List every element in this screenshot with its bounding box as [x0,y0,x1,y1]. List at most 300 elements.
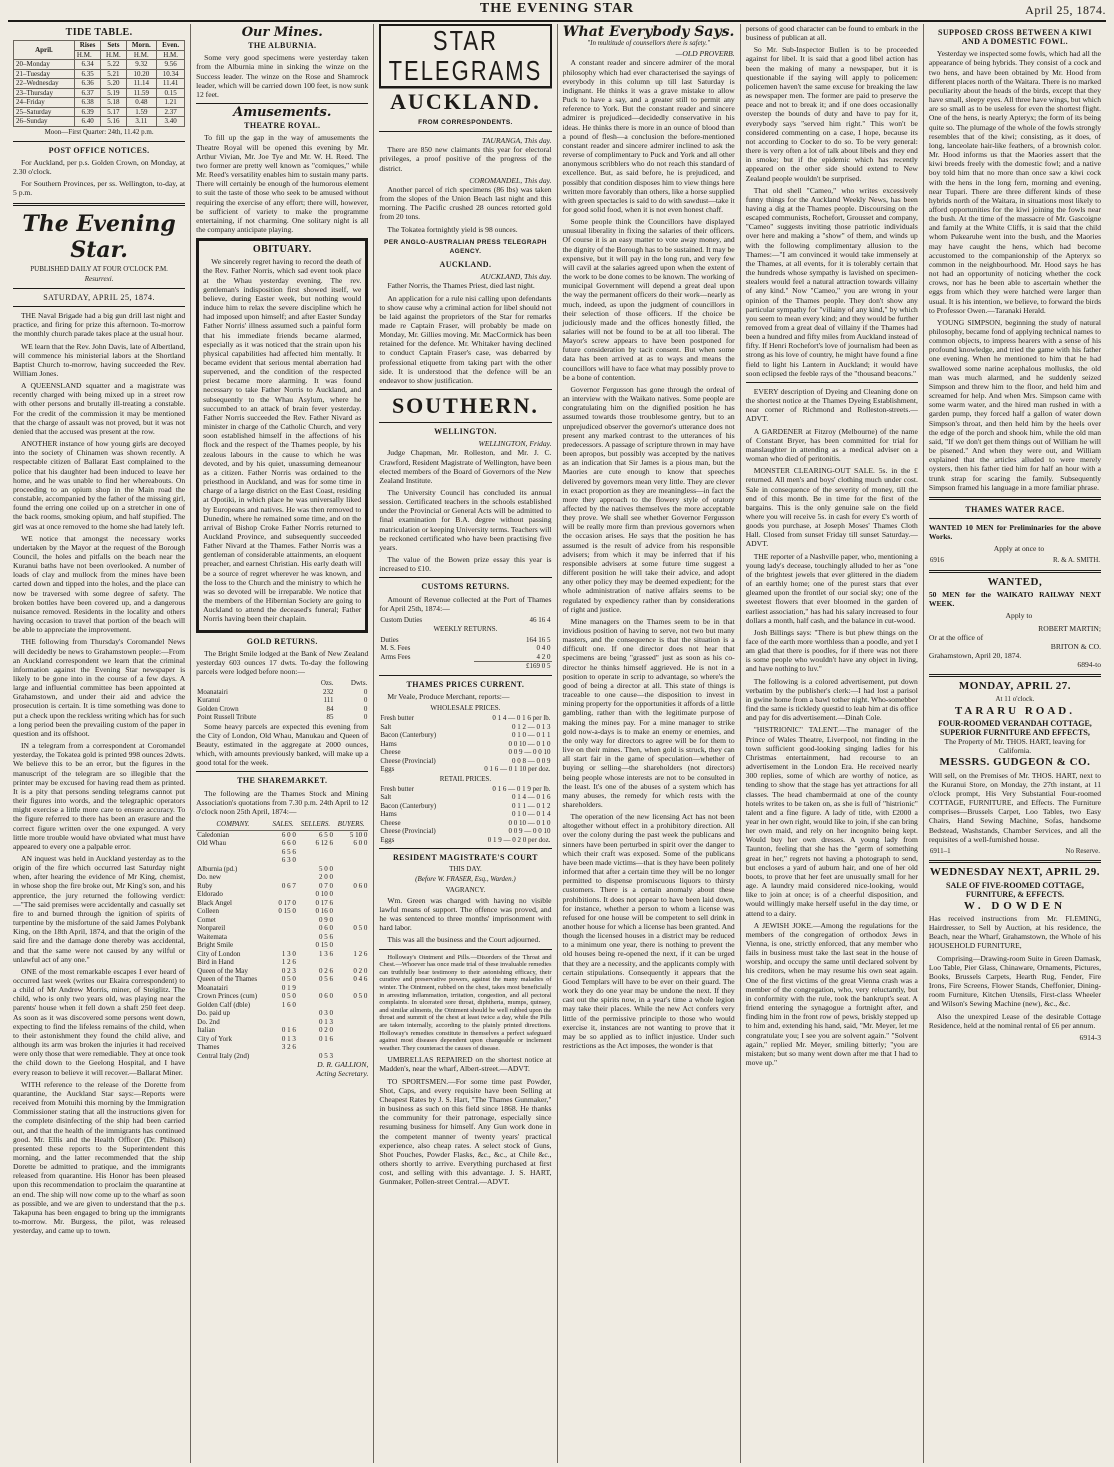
advert-ref: 6894-to [1077,660,1102,670]
retail-row-cell: 0 1 9 — 0 2 0 per doz. [487,835,551,844]
article-paragraph: Some people think the Councillors have displayed unusual liberality in fixing the salaries of their officers. Of course it is an easy matter to vote away money, and the dignity of the Borough has to be sustained. It may be expensive, but it will pay in the long run, and very few will cavil at the salaries agreed upon when the extent of the work to be done comes to be known. The working of municipal Government will depend a great deal upon the way the permanent officers do their work—nearly as much, indeed, as upon the judgment of councillors in their selection of those officers. If the choice be judiciously made and the offices honestly filled, the salaries will not be found to be at all too liberal. The Mayor's screw appears to have been postponed for future consideration by tacit consent. But when some data has been arrived at as to ways and means the councillors will have to face what may possibly prove to be a bone of contention. [562,217,735,382]
share-row-cell [334,873,368,882]
share-row-cell [334,899,368,908]
wholesale-row-cell: 0 0 9 — 0 0 10 [508,748,551,756]
weekly-row-cell: 164 16 5 [526,635,551,644]
tide-header-sets: Sets [101,41,126,51]
share-row-cell [297,1001,334,1010]
share-row-cell: 0 15 0 [278,907,296,916]
dateline: TAURANGA, This day. [482,136,552,146]
cottage-heading: FOUR-ROOMED VERANDAH COTTAGE, SUPERIOR FURNITURE AND EFFECTS, [938,718,1092,737]
share-row-cell: 0 15 0 [315,941,333,950]
share-row [196,899,368,908]
masthead-title: THE EVENING STAR [479,1,635,16]
share-row-cell: Golden Calf (dble) [197,1000,251,1009]
share-row-cell [334,1018,368,1027]
tide-row-cell: 6.38 [74,98,100,108]
weekly-table [379,636,551,671]
gold-row-cell: 0 [363,713,368,722]
retail-table [379,785,551,845]
share-row-cell: 0 5 0 [281,975,296,984]
share-header: SELLERS. [297,819,334,830]
holloway-advert: Holloway's Ointment and Pills.—Disorders of the Throat and Chest.—Whoever has once made trial of these invaluable remedies can truthfully bear testimony to their astonishing efficacy, their curative and preservative powers, against the many maladies of winter. The Ointment, rubbed on the chest, takes most beneficially in arresting inflammation, irritation, congestion, and all pectoral complaints. In ulcerated sore throat, diphtheria, mumps, quinsey, and similar ailments, the Ointment should be well rubbed upon the throat and summit of the chest at least twice a day, while the Pills are taken internally, according to the plainly printed directions. Holloway's remedies constitute in themselves a perfect safeguard against most diseases dependent upon changeable or inclement weather. They counteract the causes of disease. [379,953,552,1052]
article-paragraph: An application for a rule nisi calling upon defendants to show cause why a criminal action for libel should not be laid against the proprietors of the Star for remarks made re Captain Fraser, will probably be made on Monday, Mr. Gillies moving. Mr. MacCormick has been retained for the defence. Mr. Whitaker having declined to conduct Captain Fraser's case, was debarred by professional etiquette from taking part with the other side. It is understood that the defence will be an endeavor to show justification. [379,293,552,385]
share-signature: D. R. GALLION, [317,1060,369,1070]
share-row-cell: Italian [197,1026,216,1035]
tide-table [13,40,185,127]
share-row-cell: 1 6 0 [281,1000,296,1009]
share-row-cell: 0 1 3 [318,1017,333,1026]
weekly-row-cell: M. S. Fees [380,644,411,653]
share-row [196,1035,368,1044]
gold-row-cell: Point Russell Tribute [197,713,257,722]
from-correspondents: FROM CORRESPONDENTS. [418,119,513,126]
share-row-cell: Comet [197,915,216,924]
share-row-cell: 0 2 3 [281,966,296,975]
article-paragraph: This was all the business and the Court adjourned. [387,935,541,945]
divider [13,141,185,142]
share-row-cell: 5 0 0 [318,864,333,873]
sharemarket-heading: THE SHAREMARKET. [237,776,328,786]
share-row [196,958,368,967]
article-paragraph: WE notice that amongst the necessary works undertaken by the Mayor at the request of the Borough Council, the holes and pitfalls on the beach near the Kuranui baths have not been overlooked. A number of loads of clay and mullock from the mines have been carted down and tipped into the holes, and the place can now be traversed with some degree of safety. The broken bottles have been covered up, and a dangerous nuisance removed. Residents in the locality and others having occasion to travel that portion of the beach will be able to appreciate the improvement. [13,533,186,635]
tide-row-cell: 5.21 [101,69,126,79]
tide-header-rises: Rises [74,41,100,51]
article-paragraph: The value of the Bowen prize essay this year is increased to £10. [379,555,552,574]
share-row-cell: 6 0 0 [353,839,368,848]
divider [746,382,918,383]
share-row-cell: 6 5 6 [281,847,296,856]
gold-row-cell: 85 [326,713,334,722]
wholesale-table [379,714,551,774]
share-row [196,1009,368,1018]
tide-row-cell: 1.21 [157,98,185,108]
epigraph: "In multitude of counsellors there is safety." [587,39,711,48]
wholesale-row-cell: 0 1 0 — 0 1 1 [512,731,551,739]
wholesale-row-cell: Fresh butter [380,714,414,722]
masthead [8,0,1106,22]
article-paragraph: Yesterday we inspected some fowls, which had all the appearance of being hybrids. They consist of a cock and two hens, and have been obtained by Mr. Hood from different places north of the Waitara. There is no marked peculiarity about the heads of the birds, except that they have small, sleepy eyes. All three have wings, but which are so small as to be useless for even the shortest flight. One of the hens, is nearly Apteryx; the form of its being quite so. The plumage of the whole of the fowls strongly resembles that of the kiwi; consisting, as it does, of long, lanceolate hair-like feathers, of a brownish color. Mr. Hood informs us that the Maories assert that the kiwi breeds freely with the domestic fowl; and a native boy told him that no more than once saw a kiwi cock with the hens in the long fern, morning and evening, near Tupari. There are three different kinds of these hybrids north of the Waitara, in situations most likely to afford opportunities for the kiwi joining the fowls near the bush. At the time of the massacre of Mr. Gascoigne and family at the White Cliffs, it is said that the child whom Pukearuhe went into the bush, and the Maories may have caught the hens, which had become accustomed to the companionship of the Apteryx so common in the neighbourhood. Mr. Hood says he has not had an opportunity of noticing whether the cock crows, nor has he been able to ascertain whether the eggs from which they were hatched were larger than usual. It is his intention, we believe, to forward the birds to Professor Owen.—Taranaki Herald. [928,49,1102,315]
column-2 [191,24,374,1463]
share-row-cell: 0 5 6 [318,932,333,941]
share-row [196,1018,368,1027]
dateline: COROMANDEL, This day. [469,175,552,185]
share-row-cell: 0 6 0 [318,992,333,1001]
weekly-returns-heading: WEEKLY RETURNS. [433,625,498,634]
wholesale-row [379,723,551,732]
advert-text: Has received instructions from Mr. FLEMING, Hairdresser, to Sell by Auction, at his residence, the Beach, near the Wharf, Grahamstown, the Whole of his HOUSEHOLD FURNITURE, [928,913,1102,951]
obituary-heading: OBITUARY. [252,244,312,256]
share-row-cell [334,856,368,865]
customs-table [379,616,551,625]
article-paragraph: Some very good specimens were yesterday taken from the Alburnia mine in sinking the winze on the Success leader. The winze on the Rose and Shamrock leader, which will be carried down 100 feet, is now sunk 12 feet. [196,53,369,99]
article-paragraph: EVERY description of Dyeing and Cleaning done on the shortest notice at the Thames Dyeing Establishment, near corner of Richmond and Rolleston-streets.—ADVT. [745,386,918,424]
share-row-cell: 2 0 0 [318,873,333,882]
article-paragraph: Father Norris, the Thames Priest, died last night. [387,281,535,291]
article-paragraph: The Bright Smile lodged at the Bank of New Zealand yesterday 603 ounces 17 dwts. To-day the following parcels were lodged before noon:— [196,648,369,676]
article-paragraph: IN a telegram from a correspondent at Coromandel yesterday, the Tokatea gold is printed 998 ounces 2dwts. We believe this to be an error, but the figures in the manuscript of the telegram are so illegible that the printer may be excused for having read them as printed. It is a pity that persons sending telegrams cannot put their figures into words, and the telegraphic operators might exercise a little more care to ensure accuracy. To the figure referred to there has been an erasure and the correct figure written over the one expunged. A very little more trouble would have obviated what must have appeared to every one a palpable error. [13,741,186,851]
tide-row-cell: 6.39 [74,107,100,117]
share-row [196,1026,368,1035]
share-row-cell: 0 10 0 [315,890,333,899]
tide-row-cell: 3.11 [126,117,157,127]
gold-row [196,705,368,714]
weekly-body [379,636,551,662]
water-race-heading: THAMES WATER RACE. [965,504,1065,514]
wholesale-row [379,765,551,774]
share-row [196,924,368,933]
article-paragraph: To fill up the gap in the way of amusements the Theatre Royal will be opened this evening by Mr. Arthur Vivian, Mr. Joe Tye and Mr. W. H. Reed. The two former are pretty well known as "comiques," while Mr. Reed's versatility enables him to sustain many parts. There will certainly be enough of the humorous element to suit the taste of those who seek to be amused without requiring the exercise of any effort; there will, however, be sufficient of variety to make the programme entertaining, if not charming. One solitary night is all the company anticipate playing. [196,133,369,234]
article-paragraph: A GARDENER at Fitzroy (Melbourne) of the name of Constant Bryer, has been committed for trial for manslaughter in attending as a medical adviser on a woman who died of peritonitis. [745,426,918,464]
share-row [196,941,368,950]
dateline: AUCKLAND, This day. [480,272,552,282]
alburnia-heading: THE ALBURNIA. [248,41,317,51]
advert-signature: BRITON & CO. [1050,641,1102,651]
tide-row-cell: 21–Tuesday [14,69,75,79]
post-notice: For Southern Provinces, per ss. Wellington, to-day, at 5 p.m. [13,179,186,198]
wholesale-row-cell: 0 1 6 — 0 1 10 per doz. [484,765,551,773]
tide-row-cell: 23–Thursday [14,88,75,98]
tide-row [14,98,185,108]
share-row-cell: 0 17 6 [315,898,333,907]
property-line: The Property of Mr. THOS. HART, leaving for California. [944,737,1086,756]
share-header: COMPANY. [196,819,269,830]
share-row [196,1001,368,1010]
share-row [196,950,368,959]
epigraph-source: —OLD PROVERB. [675,49,735,59]
wholesale-row [379,731,551,740]
share-row-cell: Nonpareil [197,924,226,933]
gudgeon-heading: MESSRS. GUDGEON & CO. [939,756,1091,769]
share-row-cell [269,873,296,882]
article-paragraph: Judge Chapman, Mr. Rolleston, and Mr. J. C. Crawford, Resident Magistrate of Wellington, have been elected members of the Board of Governors of the New Zealand Institute. [379,448,552,485]
dowden-heading: W. DOWDEN [963,899,1067,912]
share-row-cell: Alburnia (pd.) [197,864,238,873]
share-row-cell [269,916,296,925]
share-row-cell [334,933,368,942]
customs-heading: CUSTOMS RETURNS. [421,582,510,592]
retail-row [379,836,551,845]
gold-row-cell: 84 [326,704,334,713]
share-row [196,856,368,865]
article-paragraph: WITH reference to the release of the Dorette from quarantine, the Auckland Star says:—Reports were received from Motuihi this morning by the Immigration Commissioner stating that all the instructions given for the complete disinfecting of the ship had been carried out, and that the health of the immigrants has continued good. Mr. Ellis and the Health Officer (Dr. Philson) presented these reports to the Superintendent this morning, and the latter recommended that the ship Dorette be admitted to pratique, and the immigrants released from quarantine. His Honor has been pleased upon this recommendation to proclaim the quarantine at an end. The ship will now come up to the wharf as soon as possible, and we are given to understand that the p.s. Takapuna has been engaged to bring up the immigrants to-morrow. Mr. Burgess, the pilot, was released yesterday, and came up to town. [13,1079,186,1236]
advert-text: Also the unexpired Lease of the desirable Cottage Residence, held at the nominal rental of £6 per annum. [928,1011,1102,1030]
wholesale-row-cell: 0 1 4 — 0 1 6 per lb. [492,714,551,722]
advert-ref: 6911–1 [929,846,951,855]
weekly-row-cell: Arms Fees [380,652,411,661]
share-row-cell: City of London [197,949,241,958]
share-row [196,865,368,874]
article-paragraph: A JEWISH JOKE.—Among the regulations for the members of the congregation of orthodox Jews in Vienna, is one, strictly enforced, that any member who fails in business must take the last seat in the house of worship, and occupy the same until declared solvent by his creditors, when he may resume his own seat again. One of the first victims of the great Vienna crash was a member of the congregation, who, very reluctantly, but in conformity with the rule, took the bankrupt's seat. A friend entering the synagogue a fortnight after, and finding him in the front row of pews, briskly stepped up to him and, extending his hand, said, "Mr. Meyer, let me congratulate you; I see you are solvent again." "Solvent again," replied Mr. Meyer, smiling bitterly; "you are mistaken; but so many went down after me that I had to move up." [745,920,918,1068]
tide-row [14,69,185,79]
tide-row-cell: 26–Sunday [14,117,75,127]
gold-row-cell: Kuranui [197,696,221,705]
obituary-text: We sincerely regret having to record the death of the Rev. Father Norris, which sad event took place at the Whau yesterday evening. The rev. gentleman's indisposition first showed itself, we believe, during Easter week, but nothing would induce him to relax the severe discipline which he had imposed upon himself; and after Easter Sunday Father Norris' illness assumed such a painful form that his immediate friends became alarmed, especially as it was noticed that the strain upon his physical capabilities had affected him mentally. It became evident that serious mental aberration had supervened, and the condition of the respected priest became more alarming. It was found necessary to take Father Norris to Auckland, and subsequently to the Whau Asylum, where he succumbed to an attack of brain fever yesterday. Father Norris succeeded the Rev. Father Nivard as minister in charge of the Catholic Church, and very soon established himself in the affections of his flock and the respect of the Thames people, by his zealous labours in the cause to which he was devoted, and by his quiet, unassuming demeanour as a citizen. Father Norris was ordained to the priesthood in Auckland, and was for some time in charge of a large district on the East Coast, residing at Opotiki, in which place he was universally liked by Europeans and natives. He was then removed to Dunedin, where he remained some time, and on the arrival of Bishop Croke Father Norris returned to Auckland Province, and subsequently succeeded Father Nivard at the Thames. Father Norris was a gentleman of considerable attainments, an eloquent preacher, and earnest Christian. His early death will be a source of regret wherever he was known, and the loss to the Church and the ministry to which he was so devoted will be irreparable. We notice that the members of the Hibernian Society are going to Auckland to attend the deceased's funeral; Father Norris having been their chaplain. [203,257,362,624]
share-row-cell: 0 6 0 [353,881,368,890]
share-row-cell [334,1043,368,1052]
wholesale-row [379,740,551,749]
retail-row [379,785,551,794]
share-row [196,830,368,839]
share-row-cell [297,958,334,967]
no-reserve: No Reserve. [1065,846,1101,855]
kiwi-heading: SUPPOSED CROSS BETWEEN A KIWI AND A DOMESTIC FOWL. [938,28,1092,47]
share-row-cell [334,1035,368,1044]
retail-heading: RETAIL PRICES. [439,774,492,783]
share-row-cell: 0 3 0 [318,1009,333,1018]
share-row [196,1052,368,1061]
wholesale-row-cell: Cheese [380,748,401,756]
tide-row-cell: 5.16 [101,117,126,127]
tide-row-cell: 5.17 [101,107,126,117]
share-row-cell: City of York [197,1034,232,1043]
divider [196,771,368,772]
tide-row [14,60,185,70]
wednesday-heading: WEDNESDAY NEXT, APRIL 29. [929,866,1100,879]
share-row-cell: Queen of the Thames [197,975,258,984]
share-row-cell: 0 1 3 [281,1034,296,1043]
divider [379,389,551,390]
weekly-row-cell: 0 4 0 [536,644,551,653]
wholesale-row-cell: Hams [380,739,397,748]
column-3 [374,24,557,1463]
sale-heading: SALE OF FIVE-ROOMED COTTAGE, FURNITURE, & EFFECTS. [946,880,1084,899]
customs-value: 46 16 4 [529,615,551,624]
tide-row-cell: 6.35 [74,69,100,79]
share-row-cell: 0 2 6 [318,966,333,975]
tide-row-cell: 0.48 [126,98,157,108]
advert-signoff [929,556,1101,565]
divider [13,203,185,206]
share-row [196,967,368,976]
share-row-cell [269,1009,296,1018]
retail-row-cell: 0 1 4 — 0 1 6 [512,793,551,802]
wholesale-row [379,757,551,766]
share-row-cell: Bird in Hand [197,958,234,967]
article-paragraph: The following are the Thames Stock and Mining Association's quotations from 7.30 p.m. 24th April to 12 o'clock noon 25th April, 1874:— [196,788,369,816]
issue-date: SATURDAY, APRIL 25, 1874. [43,292,155,302]
article-paragraph: persons of good character can be found to embark in the business of publican at all. [745,24,918,43]
retail-row-cell: 0 1 6 — 0 1 9 per lb. [492,784,551,793]
share-row-cell: 0 4 6 [353,975,368,984]
share-row-cell [334,916,368,925]
share-row-cell [334,941,368,950]
share-row-cell: Queen of the May [197,966,248,975]
tide-row-cell: 5.19 [101,88,126,98]
advert-ref: 6916 [929,556,944,565]
tide-row-cell: 5.18 [101,98,126,108]
share-row-cell [269,865,296,874]
share-row [196,984,368,993]
advert-text: Apply to [1005,611,1033,621]
retail-row-cell: Bacon (Canterbury) [380,801,437,810]
weekly-row-cell: Duties [380,635,399,644]
divider [379,675,551,676]
wholesale-body [379,714,551,774]
advert-signature: ROBERT MARTIN; [1038,623,1102,633]
wholesale-heading: WHOLESALE PRICES. [430,703,501,712]
share-body [196,830,368,1060]
gold-header: Dwts. [350,679,368,688]
share-row [196,890,368,899]
share-row-cell: Colleen [197,907,219,916]
wholesale-row-cell: Bacon (Canterbury) [380,731,437,739]
article-paragraph: MONSTER CLEARING-OUT SALE. 5s. in the £ returned. All men's and boys' clothing much under cost. Sale in consequence of the severity of money, till the end of this month. Be in time for the first of the bargains. This is the only genuine sale on the field where you will receive 5s. in cash for every £'s worth of goods you purchase, at Joseph Moses' Thames Cloth Hall. Closed from sunset Friday till sunset Saturday.—ADVT. [745,466,918,549]
tide-header-even: Even. [157,41,185,51]
tide-row [14,107,185,117]
wholesale-row-cell: 0 0 10 — 0 1 0 [508,739,551,748]
monday-heading: MONDAY, APRIL 27. [958,680,1072,693]
share-row [196,1043,368,1052]
share-row-cell [269,1052,296,1061]
share-row-cell: 6 5 0 [318,830,333,839]
share-row-cell: 0 2 0 [353,966,368,975]
share-row [196,916,368,925]
retail-row [379,827,551,836]
gold-row-cell: 0 [363,687,368,696]
tide-row-cell: 6.40 [74,117,100,127]
tararu-heading: TARARU ROAD. [954,704,1076,717]
share-row-cell: 5 10 0 [349,830,368,839]
share-row-cell: 0 6 7 [281,881,296,890]
article-paragraph: THE reporter of a Nashville paper, who, mentioning a young lady's decease, touchingly alluded to her as "one of the brightest jewels that ever glittered in the diadem of an earthly home; one of the purest stars that ever gleamed upon the frontlet of our social sky; one of the sweetest flowers that ever bloomed in the garden of earliest association," has had his salary increased to four dollars a month, half cash, and the balance in cut-wood. [745,551,918,625]
retail-body [379,785,551,845]
article-paragraph: Mine managers on the Thames seem to be in that invidious position of having to serve, not two but many masters, and the consequence is that the situation is a difficult one. If one director does not hear that specimens are being "grassed" just as soon as his co-director he thinks himself aggrieved. He is not in a position to operate in scrip to advantage, so where's the good of being a director at all. This state of things is traceable to one cause—the disposition to invest in mining property for the opportunities it affords of a little gambling, rather than with the legitimate purpose of making the mines pay. For a mine manager to strike gold now-a-days is to make an enemy or enemies, and the only way for directors to agree will be for them to live on their mines. Then, when gold is struck, they can all start fair in the game of speculation—whether of buying or selling—the shareholders (not directors) being people whose interests are not to be consulted in the least. It's one of the abuses of a system which has many abuses, the remedy for which rests with the shareholders. [562,616,735,809]
article-paragraph: The operation of the new licensing Act has not been altogether without effect in a prohibitory direction. All over the colony during the past week the publicans and sinners have been perturbed in spirit over the danger to which their craft was exposed. Some of the publicans have been made victims—that is they have been politely informed that after a certain time they will be no longer permitted to dispense promiscuous liquors to thirsty customers. There is a certain anomaly about these prohibitions. It does not appear to have been laid down, for instance, whether a person to whom a license was refused for one house will be competent to sell drink in another house for which a license has been granted. And though the licensed houses in a district may be reduced to a minimum one year, there is nothing to prevent the old houses being re-opened the next, if it can be urged that they are a necessity, and the applicants comply with certain stipulations. Consequently it appears that the Good Templars will have to be ever on their guard. The work they do one year may be undone the next. If they cast out the spirits now, in a year's time a whole legion may take their places. While the new Act confers very little of the permissive principle to those who would exercise it, instances are not wanting to prove that it may be so applied as to inflict injustice. Under such restrictions as the Act imposes, the wonder is that [562,812,735,1051]
article-paragraph: Wm. Green was charged with having no visible lawful means of support. The offence was proved, and he was sentenced to three months' imprisonment with hard labor. [379,895,552,933]
share-row-cell: Do. new [197,873,221,882]
tide-row-cell: 11.41 [157,79,185,89]
wholesale-row [379,714,551,723]
share-row-cell [269,890,296,899]
advert-text: Comprising—Drawing-room Suite in Green Damask, Loo Table, Pier Glass, Chinaware, Ornaments, Pictures, Books, Brussels Carpets, Hearth Rug, Fender, Fire Irons, Fire Screens, Flower Stands, Cheffonier, Dining-room Furniture, Kitchen Utensils, First-class Wheeler and Wilson's Sewing Machine (new), &c., &c. [928,953,1102,1009]
share-row-cell: Thames [197,1043,220,1052]
wholesale-row-cell: 0 1 2 — 0 1 3 [512,722,551,731]
gold-row [196,696,368,705]
wellington-heading: WELLINGTON. [434,427,497,437]
share-row-cell [334,1009,368,1018]
share-row [196,839,368,848]
share-row-cell [334,1001,368,1010]
retail-row-cell: Cheese (Provincial) [380,827,436,836]
share-row-cell: Moanatairi [197,983,228,992]
share-row [196,933,368,942]
article-paragraph: "HISTRIONIC" TALENT.—The manager of the Prince of Wales Theatre, Liverpool, not finding in the town sufficient good-looking singing ladies for his Christmas entertainment, had recourse to an advertisement in the London Era. He received nearly 300 replies, some of which are worthy of notice, as tending to show that the stage has yet attractions for all classes. The head chambermaid at one of the county hotels writes to be taken on, as she is full of "histrionic" talent and a fine figure. A lady of title, with £2000 a year in her own right, would like to join, if she can bring her own maid, and rely on her incognito being kept. Would buy her own dresses. A young lady from Taunton, feeling that she has the "germ of something great in her," regrets not having a photograph to send, but encloses a yard of auburn hair, and one of her old boots, to prove that her feet are unusually small for her age. A laundry maid considered nice-looking, would like to join at once; is of a cheerful disposition, and would willingly make herself useful in the day time, or attend to a dairy. [745,725,918,918]
column-1 [8,24,191,1463]
customs-label: Custom Duties [380,615,423,624]
tide-unit: H.M. [74,50,100,60]
share-row-cell [334,984,368,993]
tide-row-cell: 20–Monday [14,60,75,70]
star-telegrams-heading: STAR TELEGRAMS [379,24,551,89]
share-row-cell: 6 12 6 [315,839,333,848]
divider [379,131,551,132]
dateline: WELLINGTON, Friday. [478,439,552,449]
share-row-cell: 3 2 6 [281,1043,296,1052]
share-row-cell: 0 9 0 [318,915,333,924]
share-row-cell: 0 1 9 [281,983,296,992]
tide-row-cell: 1.59 [126,107,157,117]
gold-returns-heading: GOLD RETURNS. [246,636,318,646]
share-row-cell: 0 5 0 [353,924,368,933]
tide-row-cell: 0.15 [157,88,185,98]
tide-row-cell: 10.20 [126,69,157,79]
column-5 [741,24,924,1463]
retail-row-cell: Eggs [380,835,395,844]
retail-row [379,802,551,811]
wholesale-row [379,748,551,757]
divider [13,288,185,289]
divider [379,422,551,423]
share-row-cell: Do. paid up [197,1009,231,1018]
auckland-heading: AUCKLAND. [390,89,541,114]
tide-row-cell: 10.34 [157,69,185,79]
tide-unit: H.M. [157,50,185,60]
share-row-cell [269,941,296,950]
share-row-cell [196,856,269,865]
retail-row-cell: Cheese [380,818,401,827]
share-row-cell: Eldorado [197,890,223,899]
wholesale-row-cell: Cheese (Provincial) [380,756,436,765]
tide-header-april: April. [14,41,75,60]
gold-row-cell: Moanatairi [197,687,228,696]
divider [929,674,1101,677]
tide-unit: H.M. [126,50,157,60]
weekly-row [379,636,551,645]
share-row-cell: 0 5 0 [353,992,368,1001]
retail-row [379,810,551,819]
share-row-cell: Waitemata [197,932,227,941]
share-row-cell [196,848,269,857]
retail-row-cell: 0 0 10 — 0 1 0 [508,818,551,827]
divider [929,570,1101,573]
share-row-cell: 0 5 0 [281,992,296,1001]
article-paragraph: A QUEENSLAND squatter and a magistrate was recently charged with being mixed up in a street row with other persons and brutally ill-treating a constable. For the credit of the commission it may be mentioned that the charge of assault was not proved, but it was not denied that the accused was present at the row. [13,381,186,436]
gold-row-cell: 232 [323,687,334,696]
article-paragraph: Governor Fergusson has gone through the ordeal of an interview with the Waikato natives. Some people are congratulating him on the dignified position he has assumed towards those troublesome gentry, but to an unprejudiced observer the governor's utterance does not present any marked contrast to the utterances of his predecessors. A passage of scripture thrown in may have been apropos, but possibly was accepted by the natives as an indication that Sir James is a pious man, but the Maories are cute enough to know that speeches delivered by governors mean very little. They are clever in exact proportion as they are meaningless—in fact the more they approach to the flowery style of oratory affected by the natives themselves the more acceptable they prove. We shall see whether Governor Fergusson will be really more firm than previous governors when the occasion arises. He says that the position he has assumed is the result of advice from his responsible advisers; from which it may be inferred that if his responsible advisers at some future time suggest a different position he will take their advice, and adopt any other policy they may be deemed expedient; for the whole administration of native affairs seems to be regulated by expediency rather than by considerations of right and justice. [562,384,735,614]
share-row-cell [269,1018,296,1027]
article-paragraph: Josh Billings says: "There is but phew things on the face of the earth more worthless than a poodle, and yet I am glad that there is poodles, for if there was not there is some people who wouldn't have any object in living, and have nothing to luv." [745,627,918,674]
wholesale-row-cell: Eggs [380,765,395,773]
divider [13,306,185,307]
share-row-cell [334,1052,368,1061]
gold-row [196,688,368,697]
share-row-cell [334,1026,368,1035]
gold-body [196,688,368,722]
advert-text: Grahamstown, April 20, 1874. [928,651,1022,661]
gold-row-cell: 0 [363,696,368,705]
share-row-cell [297,856,334,865]
divider [929,497,1101,500]
tide-row-cell: 3.40 [157,117,185,127]
article-paragraph: THE Naval Brigade had a big gun drill last night and practice, and firing for prize this afternoon. To-morrow the monthly church parade takes place at the usual hour. [13,311,186,339]
share-row-cell [269,924,296,933]
gold-row-cell: 0 [363,704,368,713]
weekly-row [379,653,551,662]
gold-table [196,679,368,722]
divider [379,848,551,849]
tide-row-cell: 9.56 [157,60,185,70]
share-header: BUYERS. [334,819,368,830]
tide-header-morn: Morn. [126,41,157,51]
tide-row-cell: 6.37 [74,88,100,98]
share-header: SALES. [269,819,296,830]
tide-row-cell: 24–Friday [14,98,75,108]
gold-row-cell: Golden Crown [197,704,239,713]
article-paragraph: Another parcel of rich specimens (86 lbs) was taken from the slopes of the Union Beach last night and this morning. The Pacific crushed 28 ounces retorted gold from 20 tons. [379,184,552,222]
tide-row [14,88,185,98]
tide-table-title: TIDE TABLE. [65,27,133,38]
